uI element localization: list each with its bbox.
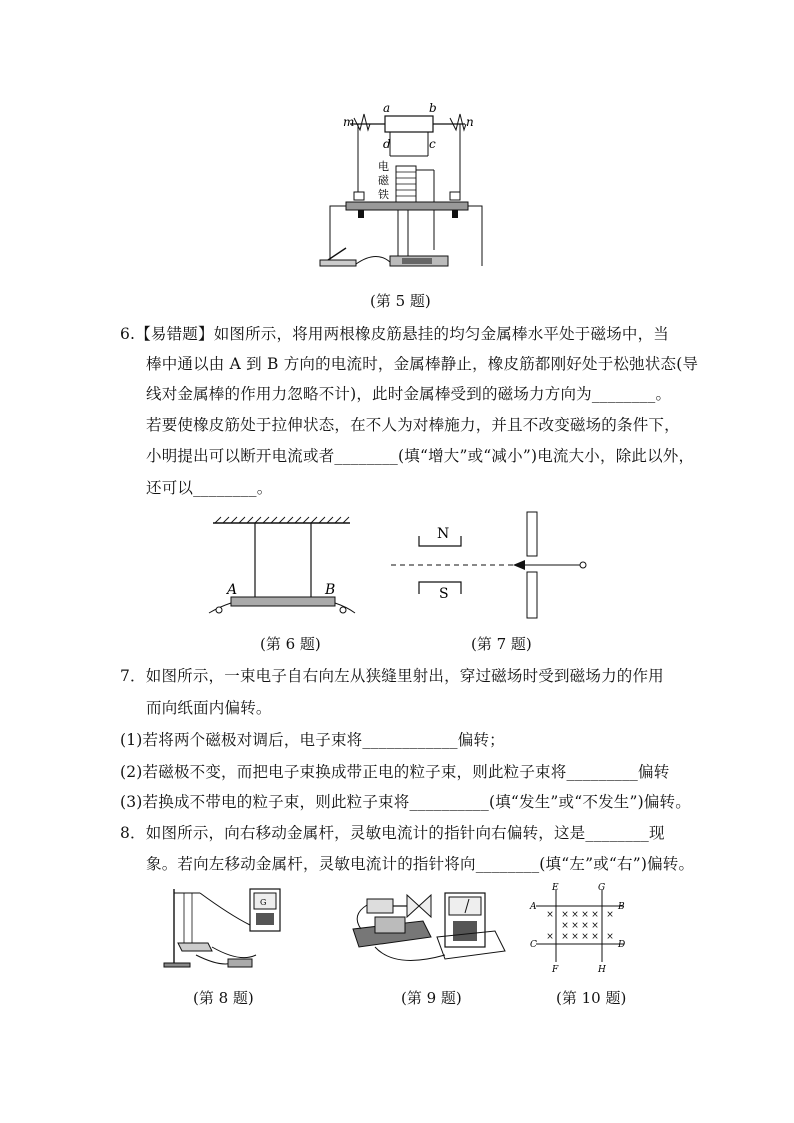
figure-7-electron-beam	[385, 510, 595, 620]
svg-text:×: ×	[561, 932, 569, 942]
figure-9-generator-setup	[345, 885, 510, 975]
q7-line-5: (3)若换成不带电的粒子束，则此粒子束将__________(填“发生”或“不发生”)偏转。	[120, 793, 691, 811]
q6-line-6: 还可以________。	[146, 479, 273, 497]
q7-line-2: 而向纸面内偏转。	[146, 699, 272, 717]
fig10-label-B: B	[618, 902, 625, 912]
fig5-label-a: a	[383, 101, 391, 115]
fig7-label-N: N	[437, 526, 450, 542]
q8-line-2: 象。若向左移动金属杆，灵敏电流计的指针将向________(填“左”或“右”)偏转。	[146, 855, 695, 873]
svg-text:×: ×	[561, 910, 569, 920]
fig10-label-G: G	[598, 883, 606, 893]
fig5-label-em2: 磁	[378, 174, 389, 187]
svg-text:×: ×	[571, 921, 579, 931]
fig10-label-F: F	[552, 965, 559, 975]
svg-text:×: ×	[581, 932, 589, 942]
q6-line-4: 若要使橡皮筋处于拉伸状态，在不人为对棒施力，并且不改变磁场的条件下，	[146, 416, 680, 434]
fig10-label-A: A	[530, 902, 537, 912]
fig8-caption: (第 8 题)	[193, 989, 254, 1007]
fig5-label-b: b	[429, 101, 437, 115]
fig10-label-D: D	[618, 940, 626, 950]
figure-5-electromagnet-diagram	[310, 100, 490, 280]
figure-10-magnetic-field-grid	[530, 882, 630, 974]
q7-line-4: (2)若磁极不变，而把电子束换成带正电的粒子束，则此粒子束将_________偏转	[120, 763, 670, 781]
q8-line-1: 8．如图所示，向右移动金属杆，灵敏电流计的指针向右偏转，这是________现	[120, 824, 665, 842]
fig5-label-n: n	[466, 115, 474, 129]
q6-line-3: 线对金属棒的作用力忽略不计)，此时金属棒受到的磁场力方向为________。	[146, 385, 672, 403]
fig10-label-H: H	[598, 965, 606, 975]
fig5-caption: (第 5 题)	[370, 292, 431, 310]
svg-text:G: G	[260, 898, 267, 907]
svg-text:×: ×	[546, 910, 554, 920]
q6-line-5: 小明提出可以断开电流或者________(填“增大”或“减小”)电流大小，除此以外，	[146, 447, 695, 465]
fig10-label-C: C	[530, 940, 537, 950]
figure-6-suspended-rod	[205, 515, 355, 620]
q6-line-1: 6.【易错题】如图所示，将用两根橡皮筋悬挂的均匀金属棒水平处于磁场中，当	[120, 325, 669, 343]
figure-8-galvanometer-setup	[160, 885, 290, 975]
fig7-label-S: S	[439, 586, 449, 602]
svg-text:×: ×	[606, 932, 614, 942]
svg-text:×: ×	[591, 910, 599, 920]
fig7-caption: (第 7 题)	[471, 635, 532, 653]
svg-text:×: ×	[571, 932, 579, 942]
fig6-caption: (第 6 题)	[260, 635, 321, 653]
fig5-label-d: d	[383, 137, 391, 151]
q6-line-2: 棒中通以由 A 到 B 方向的电流时，金属棒静止，橡皮筋都刚好处于松弛状态(导	[146, 355, 699, 373]
fig10-label-E: E	[552, 883, 559, 893]
fig10-caption: (第 10 题)	[556, 989, 627, 1007]
svg-text:×: ×	[591, 921, 599, 931]
svg-text:×: ×	[561, 921, 569, 931]
fig5-label-m: m	[343, 115, 355, 129]
svg-text:×: ×	[581, 910, 589, 920]
svg-text:×: ×	[546, 932, 554, 942]
fig5-label-em1: 电	[378, 160, 389, 173]
fig6-label-A: A	[227, 582, 238, 598]
fig6-label-B: B	[325, 582, 336, 598]
q7-line-3: (1)若将两个磁极对调后，电子束将____________偏转；	[120, 731, 505, 749]
fig5-label-c: c	[429, 137, 436, 151]
svg-text:×: ×	[606, 910, 614, 920]
fig5-label-em3: 铁	[378, 188, 389, 201]
fig9-caption: (第 9 题)	[401, 989, 462, 1007]
svg-text:×: ×	[581, 921, 589, 931]
svg-text:×: ×	[571, 910, 579, 920]
svg-text:×: ×	[591, 932, 599, 942]
q7-line-1: 7．如图所示，一束电子自右向左从狭缝里射出，穿过磁场时受到磁场力的作用	[120, 667, 664, 685]
